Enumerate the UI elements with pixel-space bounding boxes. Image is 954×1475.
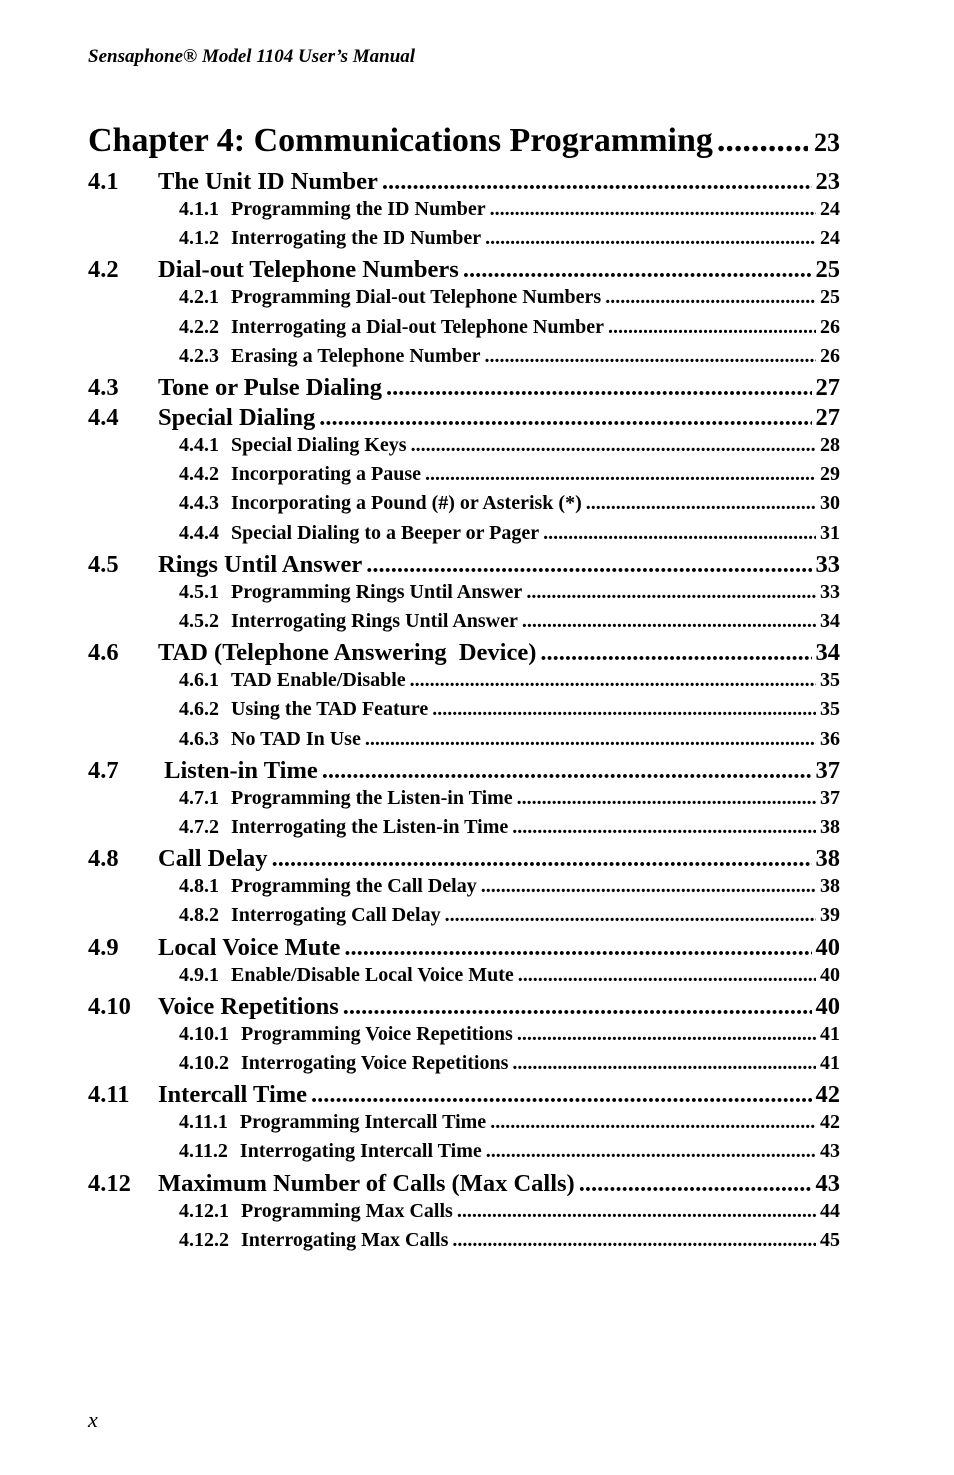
toc-entry-page: 24 — [820, 227, 840, 250]
toc-entry-title: Incorporating a Pound (#) or Asterisk (*) — [231, 492, 582, 515]
toc-entry-page: 29 — [820, 463, 840, 486]
toc-entry-number: 4.2.1 — [179, 286, 219, 309]
dot-leader — [508, 816, 816, 839]
toc-entry-title: Programming Max Calls — [241, 1199, 453, 1222]
toc-entry-page: 35 — [820, 669, 840, 692]
toc-entry-number: 4.10.2 — [179, 1052, 229, 1074]
toc-entry-title: Programming Intercall Time — [239, 1111, 487, 1134]
dot-leader — [513, 1023, 816, 1046]
toc-subsection-entry — [179, 286, 840, 315]
toc-subsection-entry — [179, 698, 840, 727]
toc-entry-page: 42 — [815, 1081, 840, 1109]
dot-leader — [318, 757, 812, 785]
toc-entry-number: 4.12.2 — [179, 1228, 229, 1251]
toc-section-entry — [88, 845, 840, 875]
toc-entry-title: Erasing a Telephone Number — [231, 344, 481, 367]
toc-entry-page: 27 — [815, 374, 840, 401]
toc-entry-number: 4.2.2 — [179, 315, 219, 338]
chapter-title: Chapter 4: Communications Programming — [88, 122, 713, 159]
toc-entry-title: Interrogating Max Calls — [241, 1228, 449, 1251]
toc-entry-title: Special Dialing — [158, 404, 316, 431]
toc-subsection-entry — [179, 1140, 840, 1169]
toc-entry-number: 4.6.2 — [179, 698, 219, 721]
toc-entry-page: 39 — [820, 904, 840, 927]
toc-entry-number: 4.5.1 — [179, 580, 219, 603]
dot-leader — [406, 669, 816, 692]
toc-entry-page: 35 — [820, 698, 840, 721]
toc-entry-page: 45 — [820, 1228, 840, 1251]
toc-entry-title: Programming Voice Repetitions — [241, 1022, 513, 1045]
toc-entry-title: TAD (Telephone Answering Device) — [158, 639, 537, 667]
toc-entry-page: 41 — [820, 1022, 840, 1045]
toc-entry-number: 4.6.3 — [179, 727, 219, 750]
toc-entry-title: TAD Enable/Disable — [231, 669, 406, 692]
dot-leader — [340, 934, 811, 962]
toc-entry-title: Intercall Time — [158, 1081, 308, 1109]
toc-entry-title: Incorporating a Pause — [231, 463, 421, 486]
toc-entry-number: 4.2.3 — [179, 344, 219, 367]
dot-leader — [382, 374, 812, 402]
dot-leader — [508, 1052, 816, 1075]
dot-leader — [307, 1081, 811, 1109]
toc-entry-number: 4.1 — [88, 168, 119, 195]
toc-entry-page: 33 — [820, 580, 840, 603]
toc-subsection-entry — [179, 728, 840, 757]
toc-entry-page: 40 — [815, 933, 840, 961]
toc-entry-number: 4.4.3 — [179, 492, 219, 515]
toc-entry-title: Tone or Pulse Dialing — [158, 374, 382, 401]
toc-entry-number: 4.11 — [88, 1081, 130, 1109]
toc-subsection-entry — [179, 816, 840, 845]
toc-entry-title: Call Delay — [158, 845, 268, 873]
toc-entry-title: Special Dialing to a Beeper or Pager — [231, 521, 540, 544]
toc-section-entry — [88, 404, 840, 434]
toc-entry-title: Interrogating Voice Repetitions — [241, 1052, 509, 1074]
dot-leader — [582, 492, 816, 515]
toc-entry-number: 4.3 — [88, 374, 119, 401]
toc-subsection-entry — [179, 1052, 840, 1081]
dot-leader — [601, 286, 816, 309]
toc-entry-number: 4.8.2 — [179, 904, 219, 927]
toc-entry-title: Interrogating Intercall Time — [239, 1140, 482, 1163]
toc-entry-page: 38 — [820, 875, 840, 898]
toc-subsection-entry — [179, 198, 840, 227]
toc-entry-number: 4.11.2 — [179, 1140, 228, 1163]
toc-entry-title: Programming Dial-out Telephone Numbers — [231, 286, 602, 309]
dot-leader — [268, 845, 812, 873]
toc-entry-number: 4.10 — [88, 992, 131, 1020]
dot-leader — [480, 345, 816, 368]
dot-leader — [486, 198, 816, 221]
toc-entry-page: 43 — [815, 1169, 840, 1197]
toc-entry-number: 4.8.1 — [179, 875, 219, 898]
toc-entry-page: 33 — [815, 550, 840, 578]
toc-entry-page: 27 — [815, 404, 840, 431]
toc-entry-page: 38 — [820, 816, 840, 838]
toc-entry-page: 37 — [820, 786, 840, 809]
dot-leader — [407, 434, 816, 457]
toc-section-entry — [88, 256, 840, 286]
toc-section-entry — [88, 168, 840, 198]
toc-entry-title: Programming the ID Number — [231, 198, 486, 220]
toc-subsection-entry — [179, 522, 840, 551]
dot-leader — [477, 875, 816, 898]
chapter-page-number: 23 — [814, 128, 840, 157]
toc-section-entry — [88, 1081, 840, 1111]
toc-entry-page: 28 — [820, 434, 840, 456]
toc-entry-number: 4.12.1 — [179, 1199, 229, 1222]
toc-entry-title: Interrogating the ID Number — [231, 227, 482, 250]
toc-entry-page: 40 — [815, 992, 840, 1020]
toc-entry-number: 4.2 — [88, 256, 119, 284]
toc-entry-number: 4.10.1 — [179, 1022, 229, 1045]
toc-entry-page: 26 — [820, 344, 840, 367]
dot-leader — [428, 698, 816, 721]
toc-entry-title: No TAD In Use — [231, 727, 361, 750]
toc-entry-title: Enable/Disable Local Voice Mute — [231, 963, 514, 986]
toc-entry-page: 26 — [820, 315, 840, 338]
toc-entry-number: 4.4.4 — [179, 521, 219, 544]
toc-subsection-entry — [179, 581, 840, 610]
toc-entry-number: 4.7.1 — [179, 786, 219, 809]
toc-entry-page: 40 — [820, 963, 840, 986]
toc-entry-page: 43 — [820, 1140, 840, 1163]
toc-section-entry — [88, 374, 840, 404]
toc-entry-number: 4.6 — [88, 639, 119, 667]
toc-subsection-entry — [179, 610, 840, 639]
toc-entry-number: 4.11.1 — [179, 1111, 228, 1134]
toc-entry-number: 4.9 — [88, 933, 119, 961]
toc-entry-title: Special Dialing Keys — [231, 434, 407, 456]
toc-entry-title: Maximum Number of Calls (Max Calls) — [158, 1169, 575, 1197]
dot-leader — [378, 168, 812, 196]
toc-entry-title: Listen-in Time — [158, 756, 318, 784]
toc-subsection-entry — [179, 669, 840, 698]
dot-leader — [713, 122, 808, 160]
toc-entry-title: Interrogating Call Delay — [231, 904, 441, 927]
dot-leader — [448, 1229, 816, 1252]
toc-section-entry — [88, 993, 840, 1023]
toc-entry-number: 4.6.1 — [179, 669, 219, 692]
toc-entry-page: 25 — [815, 256, 840, 284]
toc-section-entry — [88, 639, 840, 669]
dot-leader — [453, 1200, 816, 1223]
toc-entry-page: 25 — [820, 286, 840, 309]
dot-leader — [441, 904, 816, 927]
toc-section-entry — [88, 1170, 840, 1200]
toc-entry-page: 37 — [815, 756, 840, 784]
toc-entry-page: 38 — [815, 845, 840, 873]
dot-leader — [362, 551, 811, 579]
toc-entry-number: 4.8 — [88, 845, 119, 873]
toc-entry-title: Local Voice Mute — [158, 933, 341, 961]
dot-leader — [481, 227, 816, 250]
toc-subsection-entry — [179, 964, 840, 993]
toc-entry-number: 4.7.2 — [179, 816, 219, 838]
toc-entry-title: Programming Rings Until Answer — [231, 580, 523, 603]
toc-subsection-entry — [179, 316, 840, 345]
toc-subsection-entry — [179, 904, 840, 933]
dot-leader — [514, 964, 816, 987]
toc-subsection-entry — [179, 787, 840, 816]
dot-leader — [486, 1111, 816, 1134]
toc-entry-number: 4.7 — [88, 756, 119, 784]
toc-entry-page: 30 — [820, 492, 840, 515]
page-folio: x — [88, 1407, 98, 1432]
dot-leader — [459, 256, 812, 284]
toc-entry-title: Using the TAD Feature — [231, 698, 429, 721]
dot-leader — [536, 639, 811, 667]
toc-section-entry — [88, 934, 840, 964]
toc-subsection-entry — [179, 1023, 840, 1052]
toc-section-entry — [88, 757, 840, 787]
toc-entry-page: 44 — [820, 1199, 840, 1222]
toc-entry-number: 4.1.1 — [179, 198, 219, 220]
toc-entry-page: 36 — [820, 727, 840, 750]
toc-entry-page: 41 — [820, 1052, 840, 1074]
dot-leader — [361, 728, 816, 751]
toc-entry-page: 34 — [815, 639, 840, 667]
toc-entry-number: 4.4.1 — [179, 434, 219, 456]
dot-leader — [421, 463, 816, 486]
toc-subsection-entry — [179, 227, 840, 256]
toc-entry-page: 23 — [815, 168, 840, 195]
dot-leader — [315, 404, 811, 432]
toc-entry-title: Programming the Listen-in Time — [231, 786, 513, 809]
toc-subsection-entry — [179, 875, 840, 904]
toc-entry-number: 4.12 — [88, 1169, 131, 1197]
toc-entry-number: 4.5 — [88, 550, 119, 578]
toc-section-entry — [88, 551, 840, 581]
toc-entry-title: Voice Repetitions — [158, 992, 339, 1020]
dot-leader — [539, 522, 816, 545]
toc-subsection-entry — [179, 1200, 840, 1229]
toc-subsection-entry — [179, 1111, 840, 1140]
dot-leader — [339, 993, 812, 1021]
toc-entry-page: 34 — [820, 610, 840, 632]
toc-entry-page: 31 — [820, 521, 840, 544]
toc-entry-title: Programming the Call Delay — [231, 875, 477, 898]
toc-subsection-entry — [179, 434, 840, 463]
toc-entry-title: Interrogating Rings Until Answer — [231, 610, 518, 632]
toc-subsection-entry — [179, 463, 840, 492]
toc-entry-number: 4.4 — [88, 404, 119, 431]
toc-entry-page: 24 — [820, 198, 840, 220]
toc-entry-title: Dial-out Telephone Numbers — [158, 256, 459, 284]
dot-leader — [522, 581, 816, 604]
dot-leader — [513, 787, 816, 810]
dot-leader — [518, 610, 816, 633]
toc-entry-number: 4.5.2 — [179, 610, 219, 632]
dot-leader — [575, 1170, 812, 1198]
dot-leader — [482, 1140, 816, 1163]
toc-entry-number: 4.4.2 — [179, 463, 219, 486]
toc-subsection-entry — [179, 492, 840, 521]
toc-entry-number: 4.1.2 — [179, 227, 219, 250]
toc-entry-title: Interrogating a Dial-out Telephone Number — [231, 315, 604, 338]
chapter-heading — [88, 122, 840, 168]
running-head: Sensaphone® Model 1104 User’s Manual — [88, 46, 416, 67]
toc-entry-title: The Unit ID Number — [158, 168, 378, 195]
toc-entry-title: Interrogating the Listen-in Time — [231, 816, 509, 838]
toc-subsection-entry — [179, 1229, 840, 1258]
toc-subsection-entry — [179, 345, 840, 374]
toc-entry-title: Rings Until Answer — [158, 550, 363, 578]
toc-entry-page: 42 — [820, 1111, 840, 1134]
dot-leader — [604, 316, 816, 339]
toc-entry-number: 4.9.1 — [179, 963, 219, 986]
